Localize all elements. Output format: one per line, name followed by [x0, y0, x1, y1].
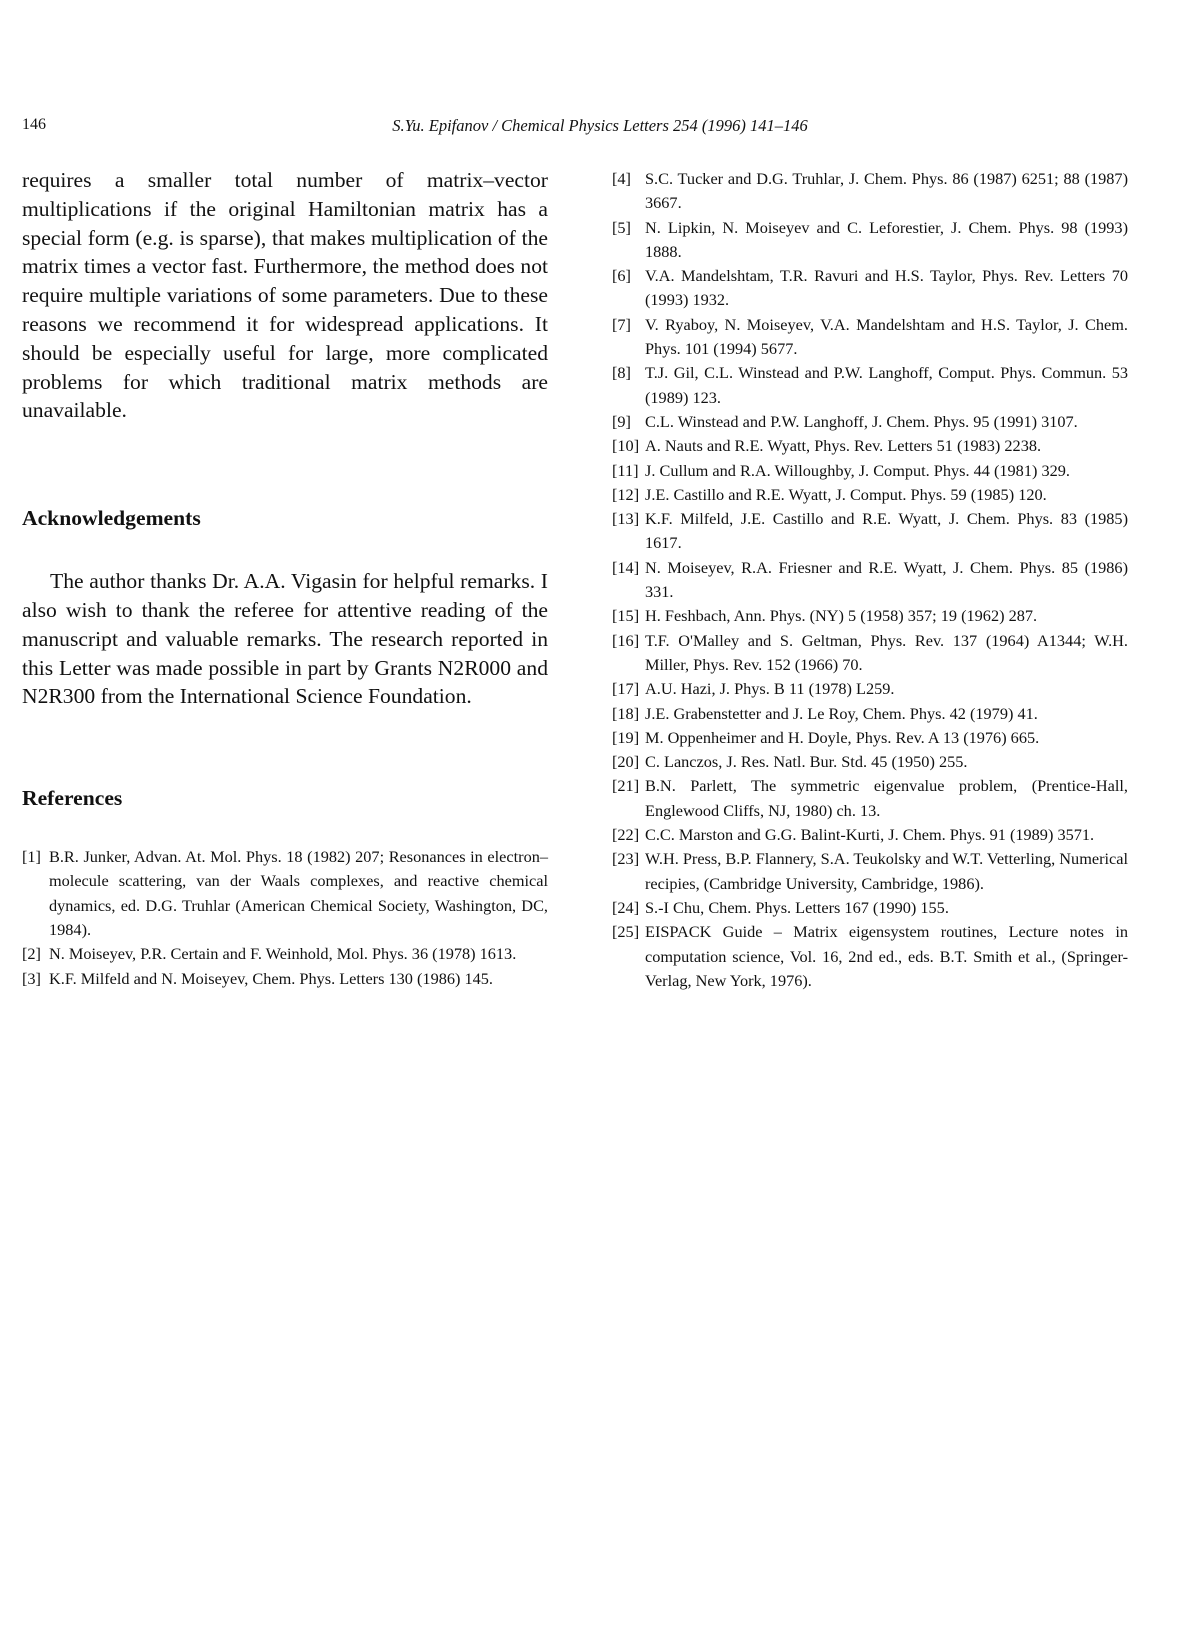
reference-text: B.N. Parlett, The symmetric eigenvalue problem, (Prentice-Hall, Englewood Cliffs, NJ, 1980) ch. 13.: [645, 776, 1128, 819]
reference-label: [19]: [612, 726, 639, 750]
reference-text: J.E. Castillo and R.E. Wyatt, J. Comput. Phys. 59 (1985) 120.: [645, 485, 1047, 504]
reference-text: C.L. Winstead and P.W. Langhoff, J. Chem. Phys. 95 (1991) 3107.: [645, 412, 1078, 431]
reference-label: [16]: [612, 629, 639, 653]
reference-item: [612, 361, 1128, 410]
reference-label: [6]: [612, 264, 631, 288]
reference-item: [612, 507, 1128, 556]
reference-label: [1]: [22, 845, 41, 869]
left-column: [22, 166, 548, 991]
reference-item: [612, 410, 1128, 434]
reference-item: [612, 702, 1128, 726]
reference-item: [612, 216, 1128, 265]
acknowledgements-text: The author thanks Dr. A.A. Vigasin for helpful remarks. I also wish to thank the referee for attentive reading of the manuscript and valuable remarks. The research reported in this Letter was made possible in part by Grants N2R000 and N2R300 from the International Science Foundation.: [22, 567, 548, 711]
reference-item: [22, 967, 548, 991]
reference-item: [612, 896, 1128, 920]
reference-label: [9]: [612, 410, 631, 434]
reference-text: V. Ryaboy, N. Moiseyev, V.A. Mandelshtam and H.S. Taylor, J. Chem. Phys. 101 (1994) 5677.: [645, 315, 1128, 358]
reference-text: A. Nauts and R.E. Wyatt, Phys. Rev. Letters 51 (1983) 2238.: [645, 436, 1041, 455]
reference-text: N. Moiseyev, P.R. Certain and F. Weinhold, Mol. Phys. 36 (1978) 1613.: [49, 944, 516, 963]
reference-label: [7]: [612, 313, 631, 337]
reference-text: EISPACK Guide – Matrix eigensystem routines, Lecture notes in computation science, Vol. 16, 2nd ed., eds. B.T. Smith et al., (Springer-Verlag, New York, 1976).: [645, 922, 1128, 990]
reference-label: [15]: [612, 604, 639, 628]
reference-label: [22]: [612, 823, 639, 847]
references-list-right: [612, 167, 1128, 993]
reference-text: A.U. Hazi, J. Phys. B 11 (1978) L259.: [645, 679, 894, 698]
reference-label: [21]: [612, 774, 639, 798]
references-heading: References: [22, 786, 548, 811]
reference-label: [12]: [612, 483, 639, 507]
reference-label: [10]: [612, 434, 639, 458]
reference-item: [612, 920, 1128, 993]
reference-text: M. Oppenheimer and H. Doyle, Phys. Rev. A 13 (1976) 665.: [645, 728, 1039, 747]
reference-text: V.A. Mandelshtam, T.R. Ravuri and H.S. Taylor, Phys. Rev. Letters 70 (1993) 1932.: [645, 266, 1128, 309]
reference-text: T.J. Gil, C.L. Winstead and P.W. Langhoff, Comput. Phys. Commun. 53 (1989) 123.: [645, 363, 1128, 406]
reference-text: C. Lanczos, J. Res. Natl. Bur. Std. 45 (1950) 255.: [645, 752, 967, 771]
reference-label: [4]: [612, 167, 631, 191]
running-title: S.Yu. Epifanov / Chemical Physics Letters 254 (1996) 141–146: [0, 116, 1200, 136]
reference-text: T.F. O'Malley and S. Geltman, Phys. Rev. 137 (1964) A1344; W.H. Miller, Phys. Rev. 152 (1966) 70.: [645, 631, 1128, 674]
reference-label: [20]: [612, 750, 639, 774]
reference-item: [612, 483, 1128, 507]
right-column: [612, 167, 1128, 993]
reference-item: [612, 726, 1128, 750]
reference-label: [3]: [22, 967, 41, 991]
reference-label: [14]: [612, 556, 639, 580]
reference-label: [5]: [612, 216, 631, 240]
reference-item: [612, 556, 1128, 605]
reference-text: K.F. Milfeld, J.E. Castillo and R.E. Wyatt, J. Chem. Phys. 83 (1985) 1617.: [645, 509, 1128, 552]
reference-text: J.E. Grabenstetter and J. Le Roy, Chem. Phys. 42 (1979) 41.: [645, 704, 1038, 723]
reference-text: C.C. Marston and G.G. Balint-Kurti, J. Chem. Phys. 91 (1989) 3571.: [645, 825, 1094, 844]
reference-label: [24]: [612, 896, 639, 920]
reference-text: N. Lipkin, N. Moiseyev and C. Leforestier, J. Chem. Phys. 98 (1993) 1888.: [645, 218, 1128, 261]
reference-item: [612, 823, 1128, 847]
reference-label: [17]: [612, 677, 639, 701]
reference-item: [612, 434, 1128, 458]
reference-item: [22, 845, 548, 942]
reference-item: [612, 847, 1128, 896]
reference-item: [612, 629, 1128, 678]
reference-label: [8]: [612, 361, 631, 385]
reference-text: H. Feshbach, Ann. Phys. (NY) 5 (1958) 357; 19 (1962) 287.: [645, 606, 1037, 625]
reference-text: S.-I Chu, Chem. Phys. Letters 167 (1990) 155.: [645, 898, 949, 917]
reference-text: B.R. Junker, Advan. At. Mol. Phys. 18 (1982) 207; Resonances in electron–molecule scattering, van der Waals complexes, and reactive chemical dynamics, ed. D.G. Truhlar (American Chemical Society, Washington, DC, 1984).: [49, 847, 548, 939]
reference-item: [612, 677, 1128, 701]
reference-item: [612, 750, 1128, 774]
reference-text: W.H. Press, B.P. Flannery, S.A. Teukolsky and W.T. Vetterling, Numerical recipies, (Cambridge University, Cambridge, 1986).: [645, 849, 1128, 892]
reference-text: K.F. Milfeld and N. Moiseyev, Chem. Phys. Letters 130 (1986) 145.: [49, 969, 493, 988]
reference-label: [23]: [612, 847, 639, 871]
reference-label: [2]: [22, 942, 41, 966]
reference-label: [13]: [612, 507, 639, 531]
references-list-left: [22, 845, 548, 991]
reference-text: S.C. Tucker and D.G. Truhlar, J. Chem. Phys. 86 (1987) 6251; 88 (1987) 3667.: [645, 169, 1128, 212]
acknowledgements-heading: Acknowledgements: [22, 506, 548, 531]
reference-item: [612, 459, 1128, 483]
reference-item: [612, 774, 1128, 823]
reference-item: [612, 264, 1128, 313]
reference-label: [25]: [612, 920, 639, 944]
reference-item: [612, 167, 1128, 216]
reference-item: [612, 313, 1128, 362]
reference-item: [22, 942, 548, 966]
reference-label: [18]: [612, 702, 639, 726]
reference-item: [612, 604, 1128, 628]
intro-paragraph: requires a smaller total number of matrix–vector multiplications if the original Hamiltonian matrix has a special form (e.g. is sparse), that makes multiplication of the matrix times a vector fast. Furthermore, the method does not require multiple variations of some parameters. Due to these reasons we recommend it for widespread applications. It should be especially useful for large, more complicated problems for which traditional matrix methods are unavailable.: [22, 166, 548, 425]
page-number: 146: [22, 116, 46, 134]
reference-text: J. Cullum and R.A. Willoughby, J. Comput. Phys. 44 (1981) 329.: [645, 461, 1070, 480]
reference-text: N. Moiseyev, R.A. Friesner and R.E. Wyatt, J. Chem. Phys. 85 (1986) 331.: [645, 558, 1128, 601]
reference-label: [11]: [612, 459, 639, 483]
